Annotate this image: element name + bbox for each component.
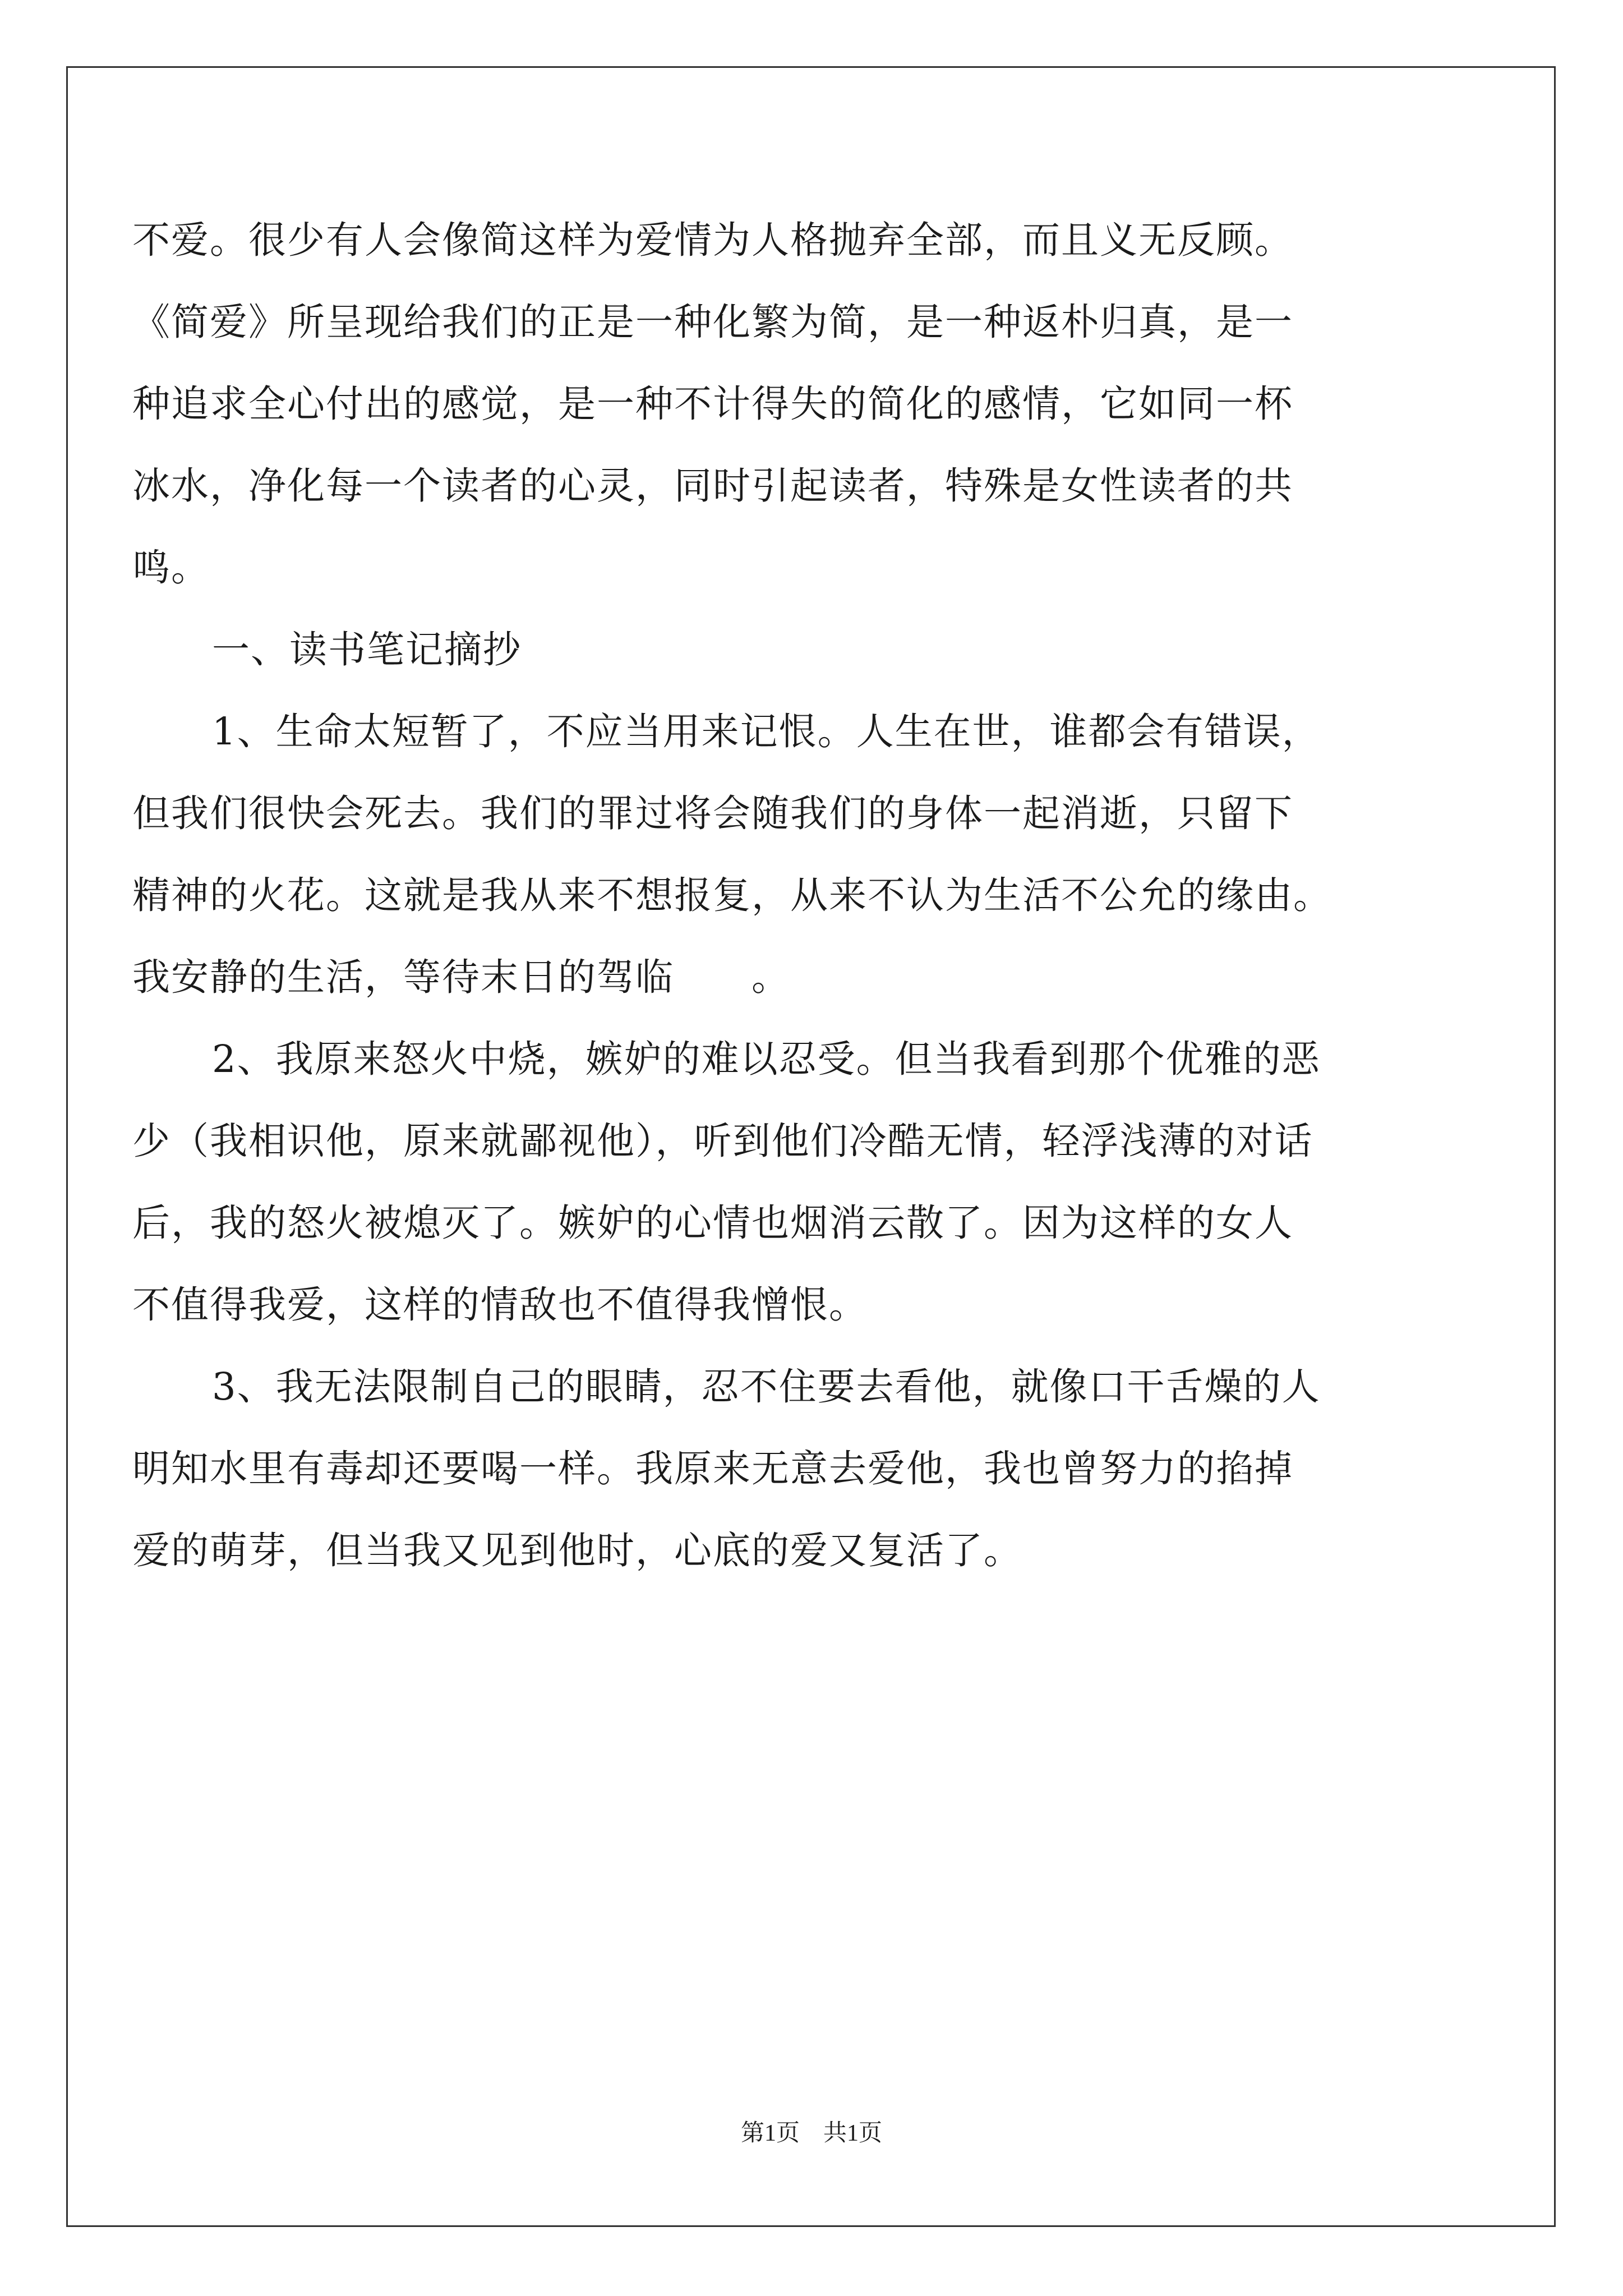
text-line: 种追求全心付出的感觉，是一种不计得失的简化的感情，它如同一杯 (132, 382, 1293, 426)
text-line: 《简爱》所呈现给我们的正是一种化繁为简，是一种返朴归真，是一 (132, 300, 1293, 344)
text-line: 后，我的怒火被熄灭了。嫉妒的心情也烟消云散了。因为这样的女人 (132, 1201, 1293, 1245)
text-line: 不值得我爱，这样的情敌也不值得我憎恨。 (132, 1283, 868, 1327)
text-line: 我安静的生活，等待末日的驾临 。 (132, 955, 790, 999)
text-line: 精神的火花。这就是我从来不想报复，从来不认为生活不公允的缘由。 (132, 873, 1332, 917)
text-line: 少（我相识他，原来就鄙视他），听到他们冷酷无情，轻浮浅薄的对话 (132, 1119, 1313, 1163)
text-line: 鸣。 (132, 546, 210, 590)
text-line: 3、我无法限制自己的眼睛，忍不住要去看他，就像口干舌燥的人 (212, 1365, 1321, 1409)
page-number-footer: 第1页 共1页 (740, 2120, 882, 2146)
text-line: 不爱。很少有人会像简这样为爱情为人格抛弃全部，而且义无反顾。 (132, 218, 1293, 262)
text-line: 冰水，净化每一个读者的心灵，同时引起读者，特殊是女性读者的共 (132, 464, 1293, 508)
section-heading: 一、读书笔记摘抄 (212, 628, 522, 671)
text-line: 1、生命太短暂了，不应当用来记恨。人生在世，谁都会有错误， (212, 710, 1321, 753)
text-line: 2、我原来怒火中烧，嫉妒的难以忍受。但当我看到那个优雅的恶 (212, 1037, 1321, 1081)
text-line: 但我们很快会死去。我们的罪过将会随我们的身体一起消逝，只留下 (132, 792, 1293, 835)
text-line: 明知水里有毒却还要喝一样。我原来无意去爱他，我也曾努力的掐掉 (132, 1447, 1293, 1490)
text-line: 爱的萌芽，但当我又见到他时，心底的爱又复活了。 (132, 1529, 1022, 1572)
